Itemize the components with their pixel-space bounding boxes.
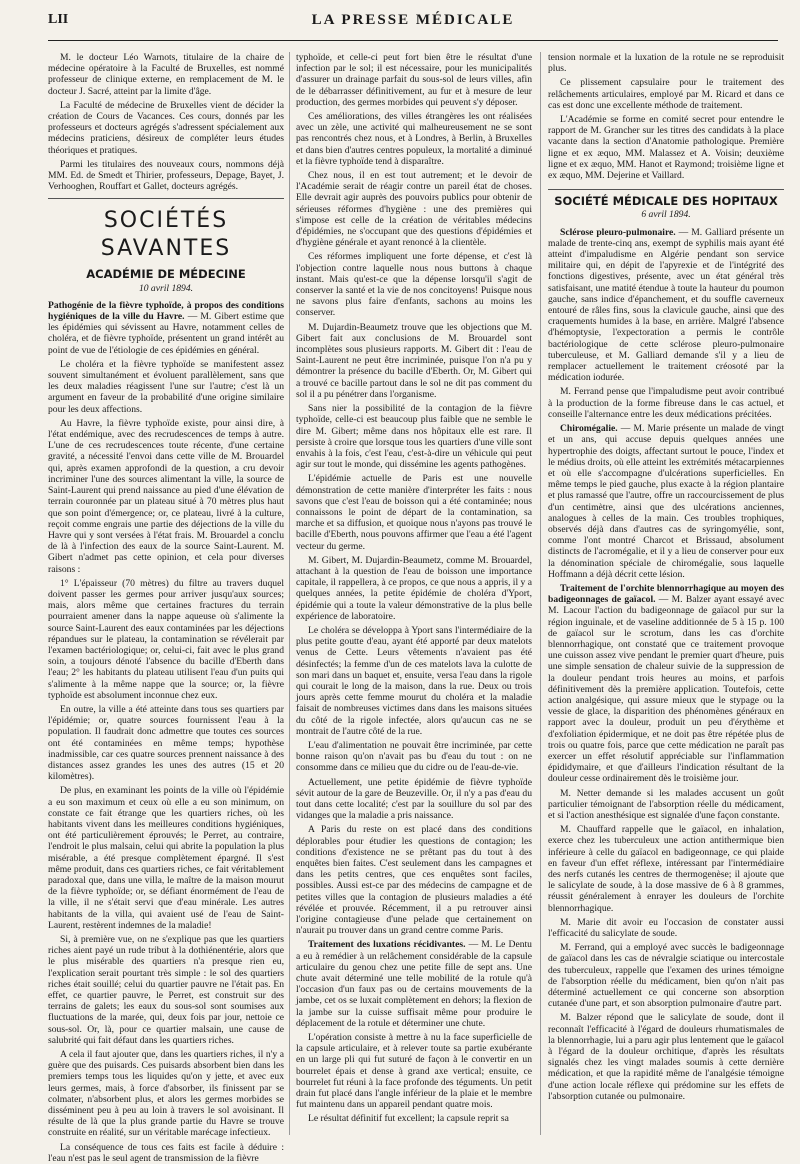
topic-title: Sclérose pleuro-pulmonaire.: [560, 226, 676, 238]
subsection-heading: SOCIÉTÉ MÉDICALE DES HOPITAUX: [554, 194, 778, 209]
session-date: 10 avril 1894.: [138, 282, 194, 294]
topic-title: Pathogénie de la fièvre typhoïde, à propos des conditions hygiéniques de la ville du Havre.: [48, 299, 284, 323]
paragraph-text: — M. Gibert estime que les épidémies qui sévissent au Havre, notamment celles de choléra, et de fièvre typhoïde, présentent un grand intérêt au point de vue de l'étiologie de ces épidémies en général.: [48, 311, 284, 356]
paragraph: typhoïde, et celle-ci peut fort bien être le résultat d'une infection par le sol; il est nécessaire, pour les municipalités d'assurer un drainage parfait du sous-sol de leurs villes, afin de le débarrasser définitivement, au fur et à mesure de leur production, des germes morbides qui peuvent s'y déposer.: [296, 52, 532, 108]
paragraph: L'opération consiste à mettre à nu la face superficielle de la capsule articulaire, et à relever toute sa partie exubérante en un large pli qui fut suturé de façon à le convertir en un bourrelet épais et dense à grand axe vertical; ensuite, ce bourrelet fut réuni à la face profonde des téguments. Un petit drain fut placé dans l'angle inférieur de la plaie et le membre fut maintenu dans un appareil pendant quatre mois.: [296, 1032, 532, 1111]
paragraph: Chez nous, il en est tout autrement; et le devoir de l'Académie serait de réagir contre un pareil état de choses. Elle devrait agir auprès des pouvoirs publics pour obtenir de sérieuses réformes d'hygiène : une des premières qui s'impose est celle de la création de véritables médecins d'épidémies, ne s'occupant que des questions d'épidémies et d'hygiène générale et ayant renoncé à la clientèle.: [296, 170, 532, 249]
paragraph: Sans nier la possibilité de la contagion de la fièvre typhoïde, celle-ci est beaucoup plus faible que ne semble le dire M. Gibert; même dans nos hôpitaux elle est rare. Il persiste à croire que lorsque tous les quartiers d'une ville sont envahis à la fois, c'est l'eau, c'est-à-dire un véhicule qui peut agir sur tout le monde, qui dissémine les agents pathogènes.: [296, 403, 532, 471]
article: [548, 423, 784, 580]
paragraph: M. Marie dit avoir eu l'occasion de constater aussi l'efficacité du salicylate de soude.: [548, 916, 784, 940]
article: [548, 227, 784, 384]
paragraph: Ces améliorations, des villes étrangères les ont réalisées avec un zèle, une activité qui malheureusement ne se sont pas rencontrés chez nous, et à Londres, à Berlin, à Bruxelles et dans bien d'autres centres populeux, la mortalité a diminué et la fièvre typhoïde tend à disparaître.: [296, 111, 532, 167]
section-divider: [548, 189, 784, 190]
column-3: [548, 52, 784, 1135]
paragraph: L'épidémie actuelle de Paris est une nouvelle démonstration de cette manière d'interpréter les faits : nous savons que c'est l'eau de boisson qui a été contaminée; nous connaissons le point de départ de la contamination, sa marche et sa diffusion, et quoique nous n'ayons pas trouvé le bacille d'Eberth, nous pouvons affirmer que l'eau a été l'agent vecteur du germe.: [296, 473, 532, 552]
section-heading: SOCIÉTÉS SAVANTES: [48, 198, 284, 263]
paragraph: M. Netter demande si les malades accusent un goût particulier témoignant de l'absorption réelle du médicament, et si l'action anesthésique est signalée d'une façon constante.: [548, 787, 784, 821]
paragraph-text: — M. Marie présente un malade de vingt et un ans, qui accuse depuis quelques années une hypertrophie des doigts, affectant surtout le pouce, l'index et le médius droits, où elle atteint les extrémités métacarpiennes et où elle s'accompagne d'ulcérations superficielles. En même temps le pied gauche, plus exacte à la région plantaire et plus ramassé que l'autre, offre un raccourcissement de plus d'un centimètre, ainsi que des ulcérations anciennes, analogues à celles de la main. Ces troubles trophiques, observés déjà dans d'autres cas de syringomyélie, sont, comme l'ont montré Charcot et Brissaud, absolument distincts de l'acromégalie, et il y a lieu de conserver pour eux la dénomination spéciale de chiromégalie, sous laquelle Hoffmann a déjà décrit cette lésion.: [548, 423, 784, 580]
paragraph: La Faculté de médecine de Bruxelles vient de décider la création de Cours de Vacances. Ces cours, donnés par les professeurs et docteurs agrégés s'adressent spécialement aux médecins praticiens, désireux de compléter leurs études théoriques et pratiques.: [48, 99, 284, 156]
paragraph: Si, à première vue, on ne s'explique pas que les quartiers riches aient payé un rude tribut à la dothiénentérie, alors que le plus misérable des quartiers n'a presque rien eu, l'explication serait pourtant très simple : le sol des quartiers riches était souillé; celui du quartier pauvre ne l'était pas. En effet, ce quartier pauvre, le Perret, est construit sur des terrains de galets; les eaux du sous-sol sont soumises aux fluctuations de la marée, qui, deux fois par jour, nettoie ce sous-sol. Or, là, pour ce quartier malsain, une cause de salubrité qui fait défaut dans les quartiers riches.: [48, 934, 284, 1046]
topic-title: Traitement des luxations récidivantes.: [308, 939, 466, 951]
paragraph: En outre, la ville a été atteinte dans tous ses quartiers par l'épidémie; or, quatre sources fournissent l'eau à la population. Il faudrait donc admettre que toutes ces sources ont été contaminées en même temps; hypothèse inadmissible, car ces quatre sources prennent naissance à des distances assez grandes les unes des autres (15 et 20 kilomètres).: [48, 703, 284, 783]
paragraph: tension normale et la luxation de la rotule ne se reproduisit plus.: [548, 52, 784, 75]
paragraph: A Paris du reste on est placé dans des conditions déplorables pour étudier les questions de contagion; les conditions d'existence ne se prêtant pas du tout à des enquêtes bien faites. C'est seulement dans les campagnes et dans les petits centres, que ces enquêtes sont faciles, possibles. Aussi est-ce par des médecins de campagne et de petites villes que la contagion de plusieurs maladies a été révélée et prouvée. Récemment, il a pu retrouver ainsi l'origine contagieuse d'une pelade que certainement on n'aurait pu trouver dans un grand centre comme Paris.: [296, 824, 532, 937]
paragraph: Actuellement, une petite épidémie de fièvre typhoïde sévit autour de la gare de Beuzeville. Or, il n'y a pas d'eau du tout dans cette localité; c'est par la souillure du sol par des vidanges que la maladie a pris naissance.: [296, 776, 532, 822]
paragraph: M. Ferrand pense que l'impaludisme peut avoir contribué à la production de la forme fibreuse dans le cas actuel, et conseille l'alternance entre les deux médications précitées.: [548, 386, 784, 420]
paragraph-text: — M. Galliard présente un malade de trente-cinq ans, exempt de syphilis mais ayant été atteint d'impaludisme en Algérie pendant son service militaire qui, en dépit de l'apyrexie et de l'intégrité des fonctions digestives, présente, avec un état général très satisfaisant, une matité étendue à toute la hauteur du poumon gauche, sans indice d'épanchement, et du souffle caverneux entouré de râles fins, sous la clavicule gauche, ainsi que des craquements humides à la base, en arrière. Malgré l'absence d'hémoptysie, l'expectoration a permis le contrôle bactériologique de cette sclérose pleuro-pulmonaire tuberculeuse, et M. Galliard demande s'il y a lieu de remplacer actuellement le traitement créosoté par la médication iodurée.: [548, 226, 785, 384]
paragraph: M. Gibert, M. Dujardin-Beaumetz, comme M. Brouardel, attachant à la question de l'eau de boisson une importance capitale, il rappellera, à ce propos, ce que nous a appris, il y a quelques années, la petite épidémie de choléra d'Yport, épidémie qui a toute la valeur démonstrative de la plus belle expérience de laboratoire.: [296, 554, 532, 622]
paragraph: 1° L'épaisseur (70 mètres) du filtre au travers duquel doivent passer les germes pour arriver jusqu'aux sources; mais, alors même que certaines fractures du terrain pourraient amener dans la nappe aqueuse où s'alimente la source Saint-Laurent des eaux contaminées par les déjections répandues sur le plateau, la contamination se révélerait par l'examen bactériologique; or, celui-ci, fait avec le plus grand soin, a toujours dénoté l'absence du bacille d'Eberth dans l'eau; 2° les habitants du plateau utilisent l'eau d'un puits qui s'alimente à la même nappe que la source; or, la fièvre typhoïde est absolument inconnue chez eux.: [48, 577, 284, 701]
column-1: [48, 52, 284, 1164]
paragraph-text: — M. Le Dentu a eu à remédier à un relâchement considérable de la capsule articulaire du genou chez une petite fille de sept ans. Une chute avait déterminé une telle mobilité de la rotule qu'à l'occasion d'un faux pas ou de certains mouvements de la jambe, cet os se luxait complètement en dehors; la flexion de la jambe sur la cuisse suffisait même pour produire le déplacement de la rotule et déterminer une chute.: [296, 939, 532, 1029]
paragraph: Parmi les titulaires des nouveaux cours, nommons déjà MM. Ed. de Smedt et Thirier, professeurs, Depage, Bayet, J. Verhooghen, Rouffart et Gallet, docteurs agrégés.: [48, 158, 284, 193]
paragraph: A cela il faut ajouter que, dans les quartiers riches, il n'y a guère que des puisards. Ces puisards absorbent bien dans les premiers temps tous les liquides qu'on y jette, et avec eux leurs germes, mais, à force d'absorber, ils finissent par se colmater, n'absorbent plus, et alors les germes morbides se disséminent peu à peu au loin à travers le sol avoisinant. Il résulte de là que la plus grande partie du Havre se trouve construite en réalité, sur un véritable marécage infectieux.: [48, 1049, 284, 1139]
article-title: [48, 300, 284, 356]
article: [548, 583, 784, 785]
article: [296, 939, 532, 1029]
paragraph: M. le docteur Léo Warnots, titulaire de la chaire de médecine opératoire à la Faculté de Bruxelles, est nommé professeur de clinique externe, en remplacement de M. le docteur J. Sacré, atteint par la limite d'âge.: [48, 52, 284, 97]
paragraph: L'eau d'alimentation ne pouvait être incriminée, par cette bonne raison qu'on n'avait pas bu d'eau du tout : on ne consomme dans ce milieu que du cidre ou de l'eau-de-vie.: [296, 739, 532, 774]
paragraph: De plus, en examinant les points de la ville où l'épidémie a eu son maximum et ceux où elle a eu son minimum, on constate ce fait étrange que les quartiers riches, où les habitants vivent dans les meilleures conditions hygiéniques, ont été particulièrement éprouvés; le Perret, au contraire, l'endroit le plus malsain, celui qui abrite la population la plus misérable, a été presque complètement épargné. Il s'est même produit, dans ces quartiers riches, ce fait véritablement paradoxal que, dans une villa, le maître de la maison mourut de la fièvre typhoïde; or, se défiant énormément de l'eau de la ville, il ne s'était servi que d'eau minérale. Les autres habitants de la villa, qui avaient usé de l'eau de Saint-Laurent, restèrent indemnes de la maladie!: [48, 785, 284, 931]
page-header: [48, 10, 778, 41]
paragraph: Le choléra se développa à Yport sans l'intermédiaire de la plus petite goutte d'eau, ayant été apporté par deux matelots venus de Cette. Leurs vêtements n'avaient pas été désinfectés; la femme d'un de ces matelots lava la culotte de son mari dans un baquet et, ensuite, versa l'eau dans la rigole qui courait le long de la maison, dans la rue. Deux ou trois jours après cette femme mourut du choléra et la maladie faisait de nombreuses victimes dans dans les maisons situées du côté de la rigole infectée, alors qu'aucun cas ne se montrait de l'autre côté de la rue.: [296, 624, 532, 737]
topic-title: Traitement de l'orchite blennorrhagique au moyen des badigeonnages de gaïacol.: [548, 582, 784, 606]
column-divider-2: [540, 52, 541, 1135]
paragraph: L'Académie se forme en comité secret pour entendre le rapport de M. Grancher sur les titres des candidats à la place vacante dans la section d'Anatomie pathologique. Première ligne et ex æquo, MM. Malassez et A. Voisin; deuxième ligne et ex æquo, MM. Hanot et Raymond; troisième ligne et ex æquo, MM. Dejerine et Vaillard.: [548, 114, 784, 182]
paragraph: La conséquence de tous ces faits est facile à déduire : l'eau n'est pas le seul agent de transmission de la fièvre: [48, 1141, 284, 1164]
paragraph: Ce plissement capsulaire pour le traitement des relâchements articulaires, employé par M. Ricard et dans ce cas est donc une excellente méthode de traitement.: [548, 77, 784, 111]
paragraph: Le choléra et la fièvre typhoïde se manifestent assez souvent simultanément et évoluent parallèlement, sans que les deux maladies réagissent l'une sur l'autre; c'est là un argument en faveur de la probabilité d'une origine similaire pour les deux affections.: [48, 358, 284, 415]
journal-title: LA PRESSE MÉDICALE: [311, 12, 515, 28]
column-2: [296, 52, 532, 1135]
paragraph-text: — M. Balzer ayant essayé avec M. Lacour l'action du badigeonnage de gaïacol pur sur la région inguinale, et de vaseline additionnée de 5 à 15 p. 100 de gaïacol sur le scrotum, dans les cas d'orchite blennorrhagique, ont constaté que ce traitement provoque une cuisson assez vive pendant le premier quart d'heure, puis une simple sensation de chaleur suivie de la suppression de la douleur pendant trois heures au moins, et parfois définitivement dès la première application. Toutefois, cette action analgésique, qui assure mieux que le stypage ou la vessie de glace, la disparition des phénomènes généraux en rapport avec la douleur, produit un peu d'érythème et d'exfoliation épidermique, et ne doit pas être répétée plus de trois ou quatre fois, parce que cette médication ne paraît pas exercer un effet résolutif appréciable sur l'inflammation épididymaire, et que d'ailleurs l'indication résultant de la douleur cesse ordinairement dès le troisième jour.: [548, 594, 785, 785]
paragraph: M. Ferrand, qui a employé avec succès le badigeonnage de gaïacol dans les cas de névralgie sciatique ou intercostale des tuberculeux, rappelle que l'examen des urines témoigne de l'absorption réelle du médicament, bien qu'on n'ait pas déterminé actuellement ce qui concerne son absorption cutanée d'une part, et son absorption pulmonaire d'autre part.: [548, 942, 784, 1010]
session-date: 6 avril 1894.: [641, 209, 691, 221]
paragraph: Ces réformes impliquent une forte dépense, et c'est là l'objection contre laquelle nous nous buttons à chaque instant. Mais qu'est-ce que la dépense lorsqu'il s'agit de conserver la santé et la vie de nos concitoyens! Puisque nous ne savons plus faire d'enfants, sachons au moins les conserver.: [296, 251, 532, 319]
column-divider-1: [289, 52, 290, 1135]
page-number: LII: [48, 12, 69, 27]
subsection-heading: ACADÉMIE DE MÉDECINE: [86, 267, 246, 282]
paragraph: M. Chauffard rappelle que le gaïacol, en inhalation, exerce chez les tuberculeux une action antithermique bien inférieure à celle du gaïacol en badigeonnage, ce qui plaide en faveur d'un effet réflexe, intéressant par l'intermédiaire des nerfs cutanés les centres de thermogenèse; il ajoute que le salicylate de soude, à la dose massive de 6 à 8 grammes, réussit généralement à enrayer les douleurs de l'orchite blennorrhagique.: [548, 824, 784, 914]
paragraph: M. Balzer répond que le salicylate de soude, dont il reconnaît l'efficacité à l'égard de douleurs rhumatismales de la blennorrhagie, lui a paru agir plus lentement que le gaïacol à l'égard de la douleur orchitique, d'après les résultats signalés chez les vingt malades soumis à cette dernière médication, et que la rapidité même de l'analgésie témoigne d'une action locale réflexe qui prédomine sur les effets de l'absorption cutanée ou pulmonaire.: [548, 1012, 784, 1102]
paragraph: Le résultat définitif fut excellent; la capsule reprit sa: [308, 1113, 509, 1125]
topic-title: Chiromégalie.: [560, 423, 618, 435]
paragraph: M. Dujardin-Beaumetz trouve que les objections que M. Gibert fait aux conclusions de M. Brouardel sont incomplètes sous plusieurs rapports. M. Gibert dit : l'eau de Saint-Laurent ne peut être incriminée, puisque l'on n'a pu y démontrer la présence du bacille d'Eberth. Or, M. Gibert qui a trouvé ce bacille partout dans le sol ne dit pas comment du sol il a pu pénétrer dans l'organisme.: [296, 321, 532, 400]
paragraph: Au Havre, la fièvre typhoïde existe, pour ainsi dire, à l'état endémique, avec des recrudescences de temps à autre. L'une de ces recrudescences toute récente, d'une certaine gravité, a nécessité l'envoi dans cette ville de M. Brouardel qui, après examen approfondi de la question, a cru devoir incriminer l'une des sources alimentant la ville, la source de Saint-Laurent qui prend naissance au pied d'une élévation de terrain couronnée par un plateau situé à 70 mètres plus haut que son point d'émergence; or, ce plateau, livré à la culture, reçoit comme engrais une partie des déjections de la ville du Havre qui y sont versées à l'état frais. M. Brouardel a conclu de là à l'infection des eaux de la source Saint-Laurent. M. Gibert n'admet pas cette opinion, et cela pour diverses raisons :: [48, 417, 284, 575]
